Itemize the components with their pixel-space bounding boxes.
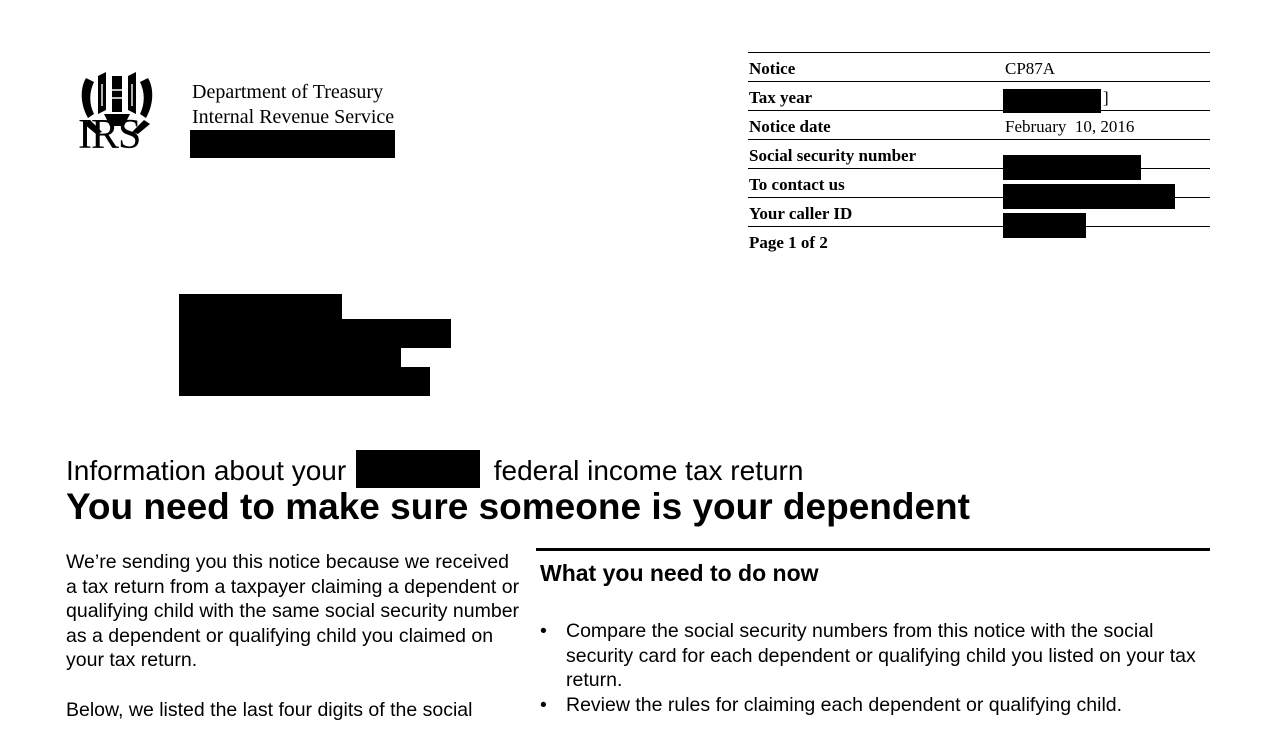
action-list bbox=[536, 619, 1210, 717]
page-number: Page 1 of 2 bbox=[749, 233, 828, 252]
agency-name bbox=[192, 80, 394, 130]
notice-headline: You need to make sure someone is your dependent bbox=[66, 486, 970, 527]
action-section-title: What you need to do now bbox=[540, 560, 819, 586]
redacted-year bbox=[356, 450, 480, 488]
notice-date-label: Notice date bbox=[749, 116, 831, 136]
action-section bbox=[536, 548, 1210, 717]
notice-date-row bbox=[748, 110, 1210, 139]
notice-subtitle bbox=[66, 450, 803, 488]
redacted-recipient-address-line-3 bbox=[179, 347, 401, 368]
tax-year-row bbox=[748, 81, 1210, 110]
list-item bbox=[536, 693, 1210, 718]
digits-paragraph: Below, we listed the last four digits of the social bbox=[66, 698, 473, 721]
bullet-icon: • bbox=[540, 693, 547, 716]
ssn-row bbox=[748, 139, 1210, 168]
bullet-icon: • bbox=[540, 620, 547, 642]
agency-line-1: Department of Treasury bbox=[192, 81, 384, 103]
intro-paragraph: We’re sending you this notice because we received a tax return from a taxpayer claiming a dependent or qualifying child with the same social security number as a dependent or qualifying child you claimed on your tax return. bbox=[66, 551, 520, 672]
notice-value: CP87A bbox=[1005, 58, 1056, 78]
ssn-label: Social security number bbox=[749, 145, 917, 165]
redacted-recipient-address-line-2 bbox=[179, 319, 451, 348]
notice-row bbox=[748, 52, 1210, 81]
contact-label: To contact us bbox=[749, 174, 845, 194]
caller-id-label: Your caller ID bbox=[749, 203, 853, 223]
notice-label: Notice bbox=[749, 58, 796, 78]
contact-row bbox=[748, 168, 1210, 197]
tax-year-value: ] bbox=[1103, 87, 1109, 107]
caller-id-row bbox=[748, 197, 1210, 227]
redacted-recipient-address-line-4 bbox=[179, 367, 430, 396]
list-item-text: Compare the social security numbers from this notice with the social security card for each dependent or qualifying child you listed on your tax return. bbox=[566, 620, 1196, 692]
redacted-address-line bbox=[190, 130, 395, 158]
subtitle-before: Information about your bbox=[66, 455, 347, 486]
agency-line-2: Internal Revenue Service bbox=[192, 106, 395, 128]
left-column bbox=[66, 550, 522, 748]
notice-info-table bbox=[748, 52, 1210, 253]
notice-date-value: February 10, 2016 bbox=[1005, 116, 1135, 136]
irs-logo-text: IRS bbox=[78, 112, 141, 158]
list-item-text: Review the rules for claiming each dependent or qualifying child. bbox=[566, 693, 1123, 716]
subtitle-after: federal income tax return bbox=[493, 455, 804, 486]
list-item bbox=[536, 619, 1210, 693]
redacted-tax-year bbox=[1003, 89, 1101, 113]
section-divider bbox=[536, 548, 1210, 551]
redacted-caller-id bbox=[1003, 213, 1086, 238]
tax-year-label: Tax year bbox=[749, 87, 813, 107]
